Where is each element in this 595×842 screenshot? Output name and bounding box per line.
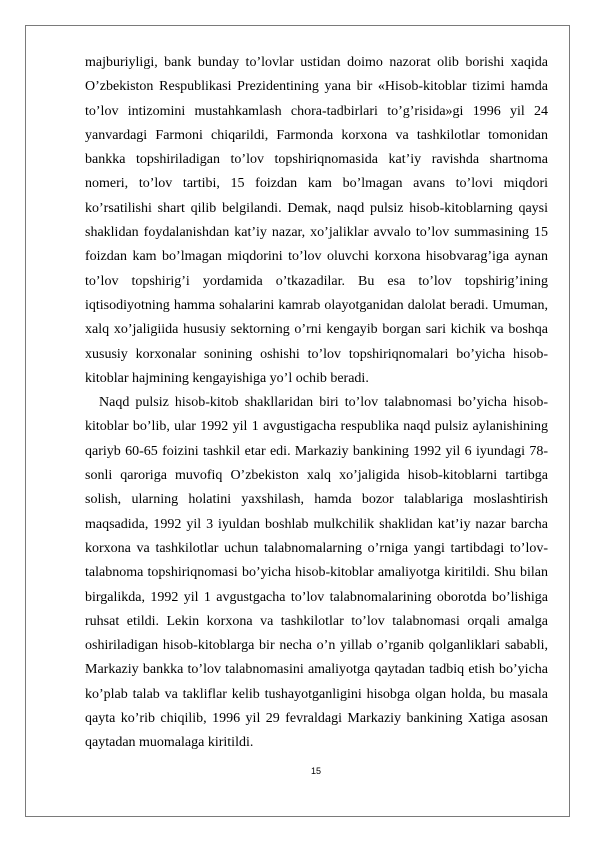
page-number: 15: [310, 766, 321, 776]
body-text: [85, 51, 548, 756]
paragraph-1: majburiyligi, bank bunday to’lovlar ustidan doimo nazorat olib borishi xaqida O’zbekiston Respublikasi Prezidentining yana bir «Hisob-kitoblar tizimi hamda to’lov intizomini mustahkamlash chora-tadbirlari to’g’risida»gi 1996 yil 24 yanvardagi Farmoni chiqarildi, Farmonda korxona va tashkilotlar tomonidan bankka topshiriladigan to’lov topshiriqnomasida kat’iy ravishda shartnoma nomeri, to’lov tartibi, 15 foizdan kam bo’lmagan avans to’lovi miqdori ko’rsatilishi shart qilib belgilandi. Demak, naqd pulsiz hisob-kitoblarning qaysi shaklidan foydalanishdan kat’iy nazar, xo’jaliklar avvalo to’lov summasining 15 foizdan kam bo’lmagan miqdorini to’lov oluvchi korxona hisobvarag’iga aynan to’lov topshirig’i yordamida o’tkazadilar. Bu esa to’lov topshirig’ining iqtisodiyotning hamma sohalarini kamrab olayotganidan dalolat beradi. Umuman, xalq xo’jaligiida hususiy sektorning o’rni kengayib borgan sari kichik va boshqa xususiy korxonalar sonining oshishi to’lov topshiriqnomalari bo’yicha hisob-kitoblar hajmining kengayishiga yo’l ochib beradi.: [85, 55, 548, 386]
paragraph-2: Naqd pulsiz hisob-kitob shakllaridan biri to’lov talabnomasi bo’yicha hisob-kitoblar bo’lib, ular 1992 yil 1 avgustigacha respublika naqd pulsiz aylanishining qariyb 60-65 foizini tashkil etar edi. Markaziy bankining 1992 yil 6 iyundagi 78-sonli qaroriga muvofiq O’zbekiston xalq xo’jaligida hisob-kitoblarni tartibga solish, ularning holatini yaxshilash, hamda bozor talablariga moslashtirish maqsadida, 1992 yil 3 iyuldan boshlab mulkchilik shaklidan kat’iy nazar barcha korxona va tashkilotlar uchun talabnomalarning o’rniga yangi tartibdagi to’lov-talabnoma topshiriqnomasi bo’yicha hisob-kitoblar amaliyotga kiritildi. Shu bilan birgalikda, 1992 yil 1 avgustgacha to’lov talabnomalarining oborotda bo’lishiga ruhsat etildi. Lekin korxona va tashkilotlar to’lov talabnomasi orqali amalga oshiriladigan hisob-kitoblarga bir necha o’n yillab o’rganib qolganliklari sababli, Markaziy bankka to’lov talabnomasini amaliyotga qaytadan tadbiq etish bo’yicha ko’plab talab va takliflar kelib tushayotganligini hisobga olgan holda, bu masala qayta ko’rib chiqilib, 1996 yil 29 fevraldagi Markaziy bankining Xatiga asosan qaytadan muomalaga kiritildi.: [85, 395, 548, 751]
